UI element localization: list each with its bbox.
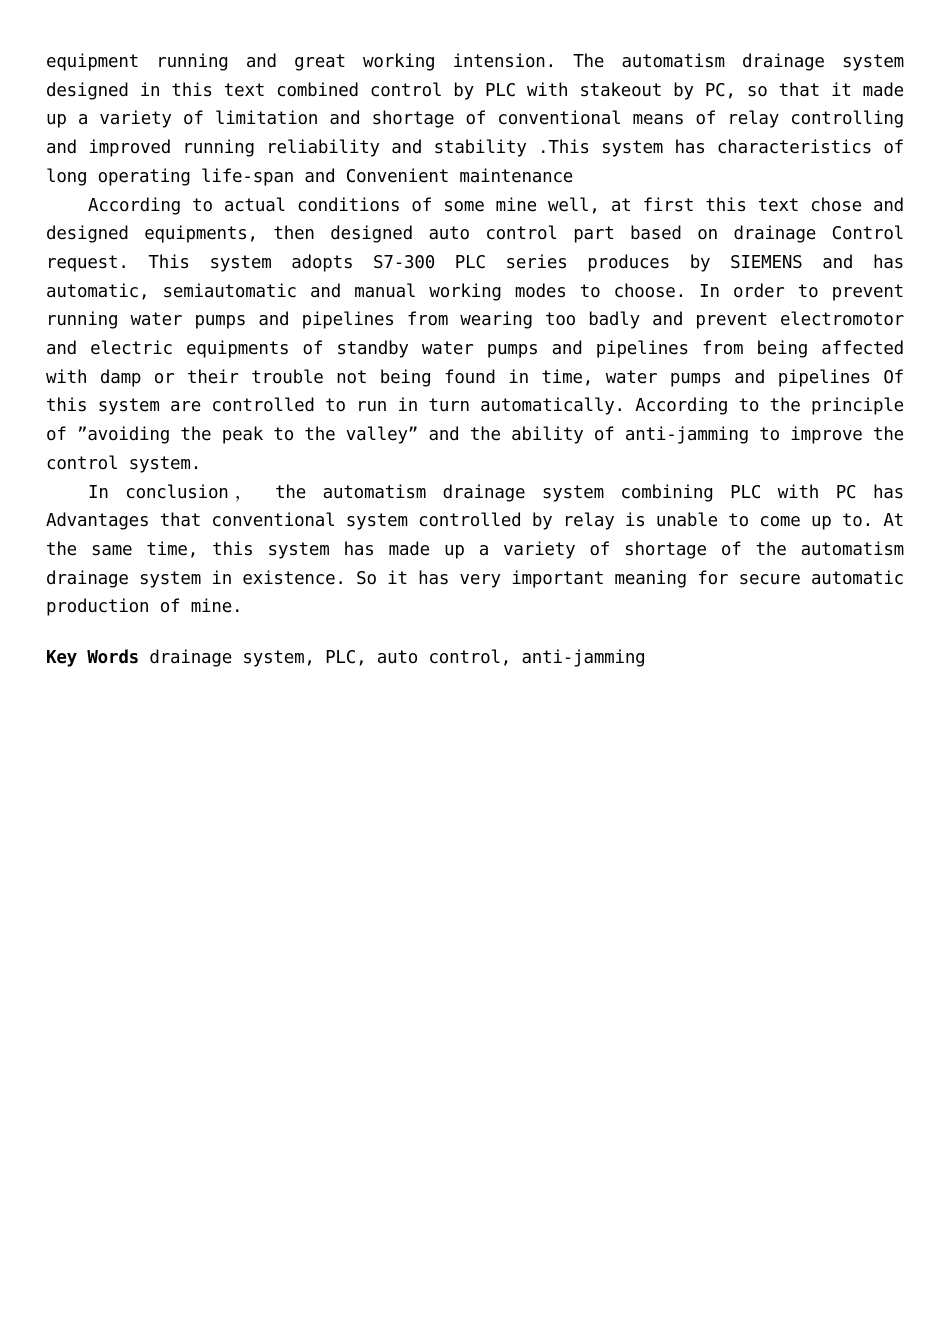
document-page — [46, 48, 904, 673]
paragraph-continuation: equipment running and great working intension. The automatism drainage system designed in this text combined control by PLC with stakeout by PC, so that it made up a variety of limitation and shortage of conventional means of relay controlling and improved running reliability and stability .This system has characteristics of long operating life-span and Convenient maintenance — [46, 52, 904, 187]
keywords-label: Key Words — [46, 648, 140, 669]
keywords-line — [46, 644, 904, 673]
paragraph-system-design: According to actual conditions of some mine well, at first this text chose and designed equipments, then designed auto control part based on drainage Control request. This system adopts S7-300 PLC series produces by SIEMENS and has automatic, semiautomatic and manual working modes to choose. In order to prevent running water pumps and pipelines from wearing too badly and prevent electromotor and electric equipments of standby water pumps and pipelines from being affected with damp or their trouble not being found in time, water pumps and pipelines Of this system are controlled to run in turn automatically. According to the principle of ”avoiding the peak to the valley” and the ability of anti-jamming to improve the control system. — [46, 195, 904, 474]
keywords-text: drainage system, PLC, auto control, anti-jamming — [149, 648, 646, 669]
paragraph-conclusion: In conclusion， the automatism drainage system combining PLC with PC has Advantages that conventional system controlled by relay is unable to come up to. At the same time, this system has made up a variety of shortage of the automatism drainage system in existence. So it has very important meaning for secure automatic production of mine. — [46, 482, 904, 618]
